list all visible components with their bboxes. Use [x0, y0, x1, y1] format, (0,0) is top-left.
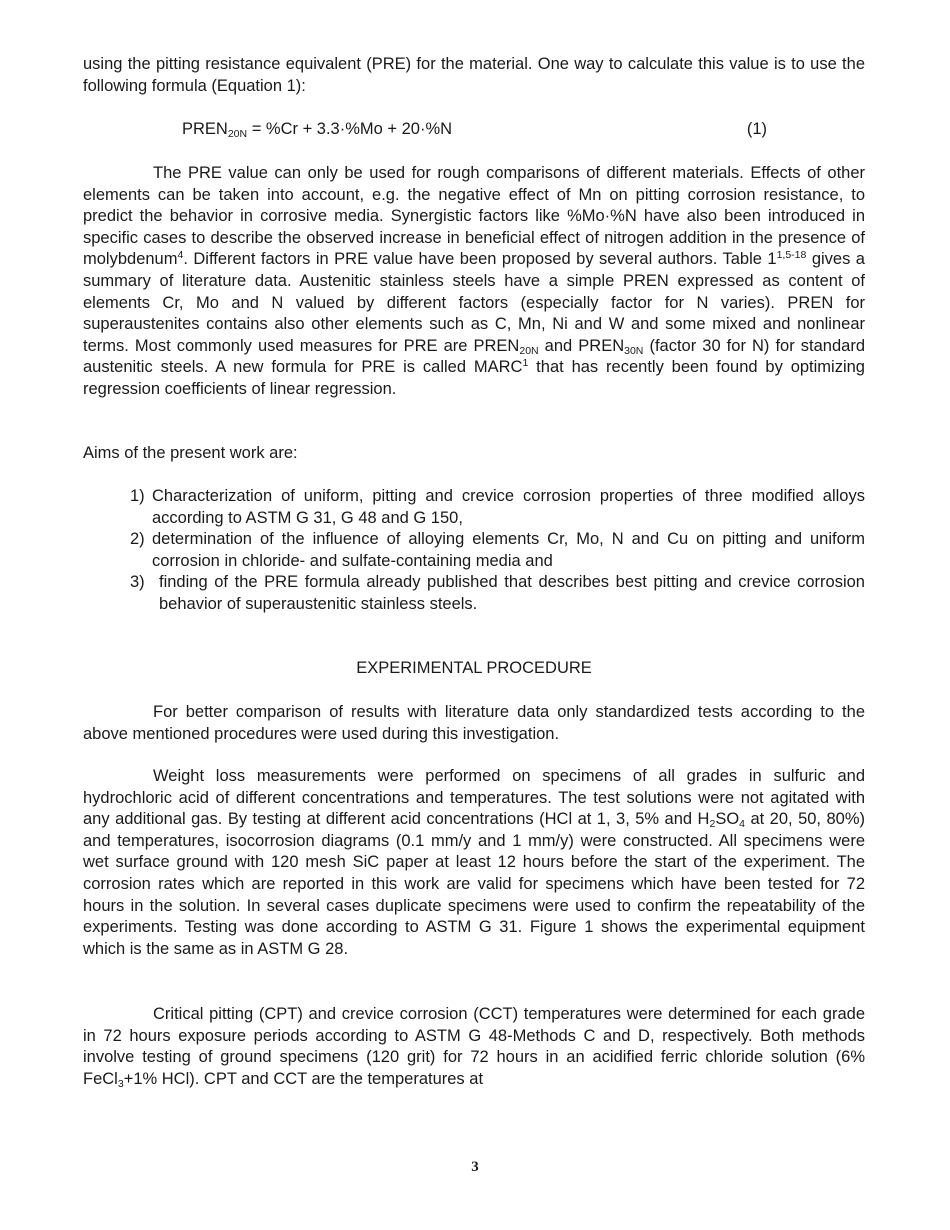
equation-number: (1) — [746, 120, 767, 138]
equation-1 — [182, 119, 767, 141]
weight-loss-paragraph: Weight loss measurements were performed on specimens of all grades in sulfuric and hydrochloric acid of different concentrations and temperatures. The test solutions were not agitated with any additional gas. By testing at different acid concentrations (HCl at 1, 3, 5% and $H_2SO_4$ at 20, 50, 80%) and temperatures, isocorrosion diagrams (0.1 mm/y and 1 mm/y) were constructed. All specimens were wet surface ground with 120 mesh SiC paper at least 12 hours before the start of the experiment. The corrosion rates which are reported in this work are valid for specimens which have been tested for 72 hours in the solution. In several cases duplicate specimens were used to confirm the repeatability of the experiments. Testing was done according to ASTM G 31. Figure 1 shows the experimental equipment which is the same as in ASTM G 28. — [83, 767, 866, 958]
intro-paragraph: using the pitting resistance equivalent (PRE) for the material. One way to calculate this value is to use the following formula (Equation 1): — [83, 55, 865, 95]
cpt-paragraph: Critical pitting (CPT) and crevice corrosion (CCT) temperatures were determined for each grade in 72 hours exposure periods according to ASTM G 48-Methods C and D, respectively. Both methods involve testing of ground specimens (120 grit) for 72 hours in an acidified ferric chloride solution (6% FeCl$_3$+1% HCl). CPT and CCT are the temperatures at — [83, 1005, 865, 1090]
comparison-paragraph: For better comparison of results with literature data only standardized tests according to the above mentioned procedures were used during this investigation. — [83, 703, 865, 743]
list-item: 2) determination of the influence of alloying elements Cr, Mo, N and Cu on pitting and uniform corrosion in chloride- and sulfate-containing media and — [130, 530, 865, 570]
list-item: 3) finding of the PRE formula already published that describes best pitting and crevice corrosion behavior of superaustenitic stainless steels. — [130, 573, 865, 613]
list-item: 1) Characterization of uniform, pitting and crevice corrosion properties of three modified alloys according to ASTM G 31, G 48 and G 150, — [130, 487, 865, 527]
section-heading: EXPERIMENTAL PROCEDURE — [356, 659, 592, 677]
equation-formula: $PREN_{20N} = \%Cr + 3.3\cdot\%Mo + 20\cdot\%N$ — [182, 120, 453, 140]
pre-paragraph: The PRE value can only be used for rough comparisons of different materials. Effects of other elements can be taken into account, e.g. the negative effect of Mn on pitting corrosion resistance, to predict the behavior in corrosive media. Synergistic factors like %Mo·%N have also been introduced in specific cases to describe the observed increase in beneficial effect of nitrogen addition in the presence of molybdenum$^4$. Different factors in PRE value have been proposed by several authors. Table 1$^{1,5-18}$ gives a summary of literature data. Austenitic stainless steels have a simple PREN expressed as content of elements Cr, Mo and N valued by different factors (especially factor for N varies). PREN for superaustenites contains also other elements such as C, Mn, Ni and W and some mixed and nonlinear terms. Most commonly used measures for PRE are $PREN_{20N}$ and $PREN_{30N}$ (factor 30 for N) for standard austenitic steels. A new formula for PRE is called MARC$^1$ that has recently been found by optimizing regression coefficients of linear regression. — [83, 164, 865, 398]
aims-intro: Aims of the present work are: — [83, 444, 298, 462]
aims-list — [130, 486, 865, 616]
page-number: 3 — [471, 1159, 479, 1175]
